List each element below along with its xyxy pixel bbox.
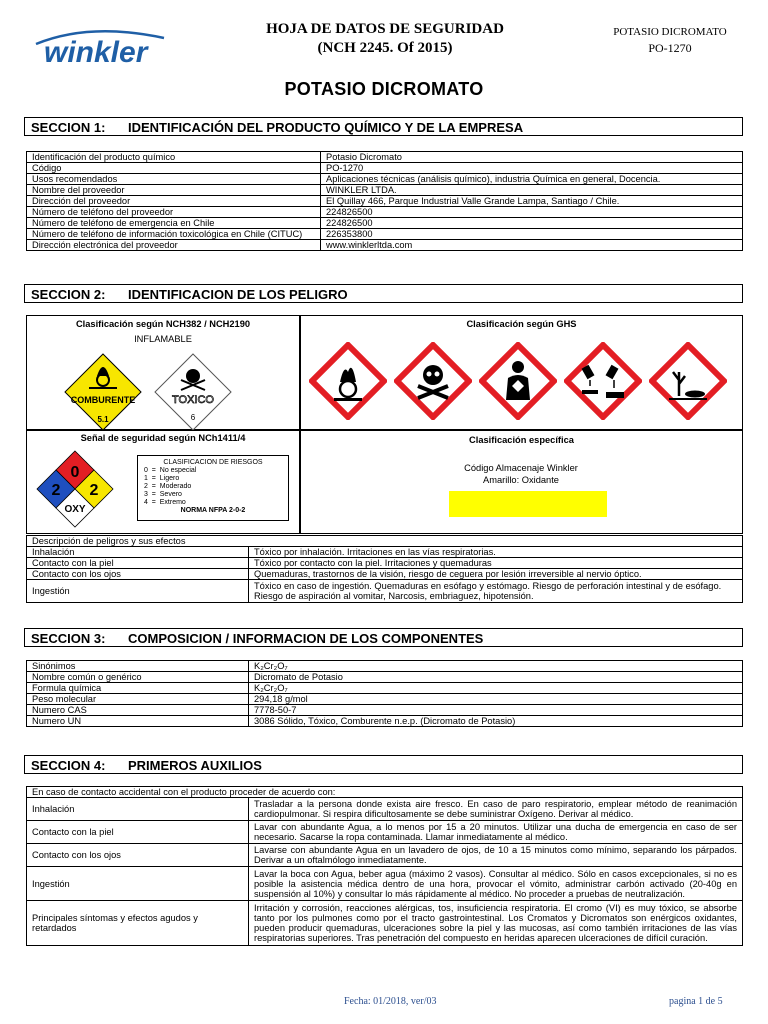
toxico-placard-icon [153,352,233,432]
risk-legend [137,455,289,521]
s1-value: Potasio Dicromato [321,152,743,163]
s1-value: 224826500 [321,207,743,218]
s3-label: Numero UN [27,716,249,727]
header-product-info [590,24,750,56]
s1-label: Número de teléfono de información toxicológica en Chile (CITUC) [27,229,321,240]
specific-classification-box [300,430,743,534]
s1-row [27,185,743,196]
s3-label: Sinónimos [27,661,249,672]
first-aid-value: Lavar la boca con Agua, beber agua (máximo 2 vasos). Consultar al médico. Sólo en casos excepcionales, si no es posible la asistencia médica dentro de una hora, provocar el vómito, administrar carbón activado (20-40g en suspensión al 10%) y consultar lo más rápidamente al médico. No proceder a pruebas de neutralización. [249,867,743,901]
nfpa-special: OXY [64,504,86,515]
toxico-text: TOXICO [172,394,214,406]
legend-item: 2 = Moderado [144,483,192,490]
nfpa-reactivity: 2 [89,482,99,499]
toxico-num: 6 [190,413,196,422]
section3-number: SECCION 3: [31,631,106,646]
section1-number: SECCION 1: [31,120,106,135]
first-aid-label: Inhalación [27,798,249,821]
section4-header [24,755,743,774]
s3-row [27,694,743,705]
ghs-oxidizer-icon [309,342,387,420]
legend-item: 4 = Extremo [144,499,186,506]
s1-value: WINKLER LTDA. [321,185,743,196]
first-aid-label: Contacto con los ojos [27,844,249,867]
legend-title: CLASIFICACION DE RIESGOS [163,459,263,466]
s3-value: Dicromato de Potasio [249,672,743,683]
first-aid-value: Lavar con abundante Agua, a lo menos por 15 a 20 minutos. Utilizar una ducha de emergencia en caso de ser necesario. Sacarse la ropa contaminada. Llamar inmediatamente al médico. [249,821,743,844]
hazard-header-row [27,536,743,547]
s1-value: 224826500 [321,218,743,229]
s1-label: Número de teléfono del proveedor [27,207,321,218]
first-aid-label: Ingestión [27,867,249,901]
section1-header [24,117,743,136]
s3-value: 3086 Sólido, Tóxico, Comburente n.e.p. (Dicromato de Potasio) [249,716,743,727]
s1-row [27,152,743,163]
s3-value: K₂Cr₂O₇ [249,661,743,672]
hazard-row [27,547,743,558]
s1-label: Número de teléfono de emergencia en Chile [27,218,321,229]
legend-item: 3 = Severo [144,491,182,498]
s1-label: Identificación del producto químico [27,152,321,163]
first-aid-row [27,798,743,821]
first-aid-value: Irritación y corrosión, reacciones alérgicas, tos, insuficiencia respiratoria. El cromo (VI) es muy tóxico, se absorbe tanto por los pulmones como por el tracto gastrointestinal. Los Cromatos y Dicromatos son enérgicos oxidantes, pueden producir quemaduras, ulceraciones sobre la piel y las mucosas, así como también irritaciones de las vías respiratorias superiores. Tras penetración del compuesto en heridas aparecen ulceraciones de difícil curación. [249,901,743,946]
hazard-value: Tóxico por contacto con la piel. Irritaciones y quemaduras [249,558,743,569]
s1-row [27,207,743,218]
s3-row [27,683,743,694]
first-aid-intro: En caso de contacto accidental con el producto proceder de acuerdo con: [27,787,743,798]
s1-label: Dirección electrónica del proveedor [27,240,321,251]
first-aid-value: Lavarse con abundante Agua en un lavadero de ojos, de 10 a 15 minutos como mínimo, separando los párpados. Derivar a un oftalmólogo inmediatamente. [249,844,743,867]
ghs-health-hazard-icon [479,342,557,420]
comburente-num: 5.1 [97,415,109,424]
first-aid-row [27,821,743,844]
inflamable-label: INFLAMABLE [134,334,192,344]
document-header-title [230,20,540,58]
section1-title: IDENTIFICACIÓN DEL PRODUCTO QUÍMICO Y DE LA EMPRESA [128,120,524,135]
s3-label: Numero CAS [27,705,249,716]
first-aid-row [27,901,743,946]
hazard-row [27,569,743,580]
logo-text: winkler [44,36,148,69]
legend-norma: NORMA NFPA 2-0-2 [180,507,246,514]
comburente-placard-icon [63,352,143,432]
hazard-row [27,558,743,569]
hazard-label: Inhalación [27,547,249,558]
s3-label: Peso molecular [27,694,249,705]
s1-value: Aplicaciones técnicas (análisis químico), industria Química en general, Docencia. [321,174,743,185]
nch-caption: Clasificación según NCH382 / NCH2190 [75,319,251,329]
s1-row [27,229,743,240]
header-product: POTASIO DICROMATO [613,26,727,38]
comburente-text: COMBURENTE [70,395,136,405]
footer-date: Fecha: 01/2018, ver/03 [344,996,437,1007]
first-aid-value: Trasladar a la persona donde exista aire fresco. En caso de paro respiratorio, emplear método de reanimación cardiopulmonar. Si respira dificultosamente se debe suministrar Oxígeno. Derivar al médico. [249,798,743,821]
section3-header [24,628,743,647]
ghs-skull-icon [394,342,472,420]
hazard-value: Tóxico en caso de ingestión. Quemaduras en esófago y estómago. Riesgo de perforación intestinal y de esófago. Riesgo de aspiración al vomitar, Narcosis, embriaguez, hipotensión. [249,580,743,603]
specific-caption: Clasificación específica [469,435,574,445]
nch-classification-box [26,315,300,430]
header-code: PO-1270 [648,41,692,55]
s3-value: 294,18 g/mol [249,694,743,705]
s1-row [27,163,743,174]
s3-row [27,705,743,716]
s3-row [27,661,743,672]
nfpa-diamond-icon [35,449,115,529]
s1-label: Código [27,163,321,174]
s1-row [27,196,743,207]
ghs-corrosive-icon [564,342,642,420]
first-aid-intro-row [27,787,743,798]
first-aid-row [27,844,743,867]
legend-items [144,467,282,507]
section4-table [26,786,743,946]
ghs-caption: Clasificación según GHS [466,319,577,329]
s3-label: Formula química [27,683,249,694]
section1-table [26,151,743,251]
section4-number: SECCION 4: [31,758,106,773]
hazard-header: Descripción de peligros y sus efectos [27,536,743,547]
legend-item: 1 = Ligero [144,475,180,482]
s1-row [27,218,743,229]
footer-page: pagina 1 de 5 [669,996,723,1007]
legend-item: 0 = No especial [144,467,197,474]
storage-color-swatch [449,491,607,517]
ghs-classification-box [300,315,743,430]
hazard-value: Tóxico por inhalación. Irritaciones en las vías respiratorias. [249,547,743,558]
hazard-label: Contacto con los ojos [27,569,249,580]
s1-value: PO-1270 [321,163,743,174]
section2-title: IDENTIFICACION DE LOS PELIGRO [128,287,348,302]
hazard-table [26,535,743,603]
section2-number: SECCION 2: [31,287,106,302]
header-title-line2: (NCH 2245. Of 2015) [317,40,453,56]
s1-value: www.winklerltda.com [321,240,743,251]
nch1411-caption: Señal de seguridad según NCh1411/4 [80,433,246,443]
s1-value: 226353800 [321,229,743,240]
first-aid-row [27,867,743,901]
section4-title: PRIMEROS AUXILIOS [128,758,262,773]
s1-row [27,174,743,185]
s1-label: Usos recomendados [27,174,321,185]
section3-table [26,660,743,727]
s3-value: K₂Cr₂O₇ [249,683,743,694]
winkler-logo [30,28,170,70]
storage-code-line2: Amarillo: Oxidante [483,475,559,485]
nfpa-health: 2 [51,482,61,499]
section2-header [24,284,743,303]
hazard-label: Contacto con la piel [27,558,249,569]
hazard-row [27,580,743,603]
storage-code-line1: Código Almacenaje Winkler [464,463,578,473]
s1-row [27,240,743,251]
s3-row [27,716,743,727]
ghs-environment-icon [649,342,727,420]
section3-title: COMPOSICION / INFORMACION DE LOS COMPONENTES [128,631,484,646]
s1-label: Nombre del proveedor [27,185,321,196]
s3-label: Nombre común o genérico [27,672,249,683]
s1-label: Dirección del proveedor [27,196,321,207]
header-title-line1: HOJA DE DATOS DE SEGURIDAD [266,21,504,37]
s3-row [27,672,743,683]
hazard-label: Ingestión [27,580,249,603]
nfpa-fire: 0 [70,464,80,481]
first-aid-label: Principales síntomas y efectos agudos y retardados [27,901,249,946]
s1-value: El Quillay 466, Parque Industrial Valle Grande Lampa, Santiago / Chile. [321,196,743,207]
s3-value: 7778-50-7 [249,705,743,716]
hazard-value: Quemaduras, trastornos de la visión, riesgo de ceguera por lesión irreversible al nervio óptico. [249,569,743,580]
first-aid-label: Contacto con la piel [27,821,249,844]
page-title: POTASIO DICROMATO [284,79,484,99]
